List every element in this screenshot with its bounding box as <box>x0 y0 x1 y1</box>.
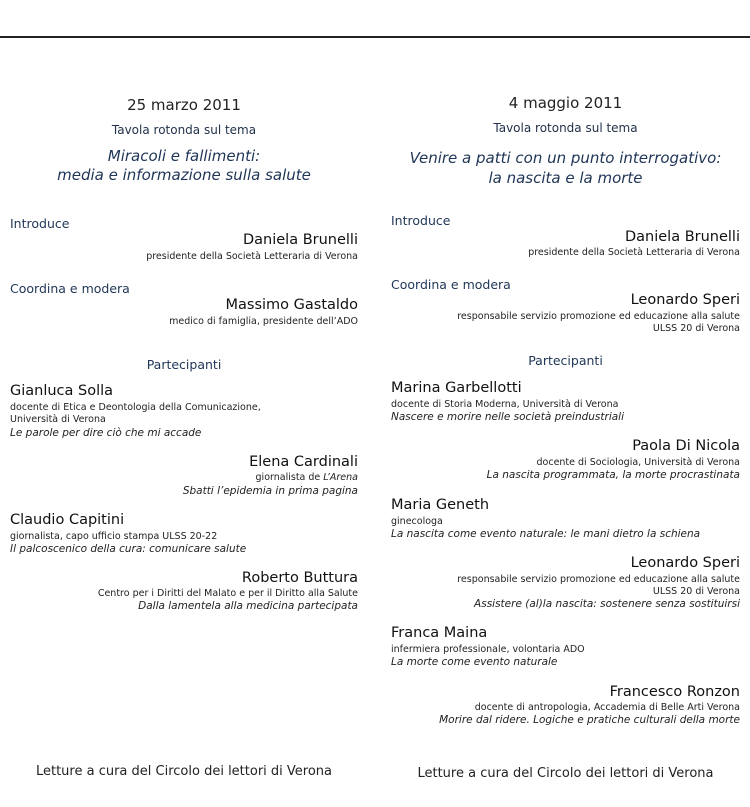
event-theme-line1: Venire a patti con un punto interrogativo: <box>409 149 722 167</box>
participant-role: Centro per i Diritti del Malato e per il Diritto alla Salute <box>97 588 358 599</box>
moderator-name: Massimo Gastaldo <box>225 297 358 313</box>
introduce-label: Introduce <box>10 216 70 231</box>
introducer-role: presidente della Società Letteraria di Verona <box>146 251 358 262</box>
event-type: Tavola rotonda sul tema <box>111 123 257 137</box>
participant-role: ULSS 20 di Verona <box>652 586 740 597</box>
participant-role: docente di Storia Moderna, Università di Verona <box>391 399 619 410</box>
participant-role: docente di Etica e Deontologia della Comunicazione, <box>10 402 261 413</box>
event-theme-line2: la nascita e la morte <box>488 169 643 187</box>
event-date: 25 marzo 2011 <box>127 96 241 114</box>
participants-label: Partecipanti <box>146 357 222 372</box>
participant-role: responsabile servizio promozione ed educazione alla salute <box>457 574 740 585</box>
introduce-label: Introduce <box>391 213 451 228</box>
participant-name: Paola Di Nicola <box>632 438 740 454</box>
moderator-role: ULSS 20 di Verona <box>652 323 740 334</box>
participant-role: docente di Sociologia, Università di Verona <box>536 457 740 468</box>
introducer-role: presidente della Società Letteraria di Verona <box>528 247 740 258</box>
participant-role: ginecologa <box>391 516 443 527</box>
participant-name: Marina Garbellotti <box>391 380 522 396</box>
participant-talk-title: Il palcoscenico della cura: comunicare salute <box>10 543 247 555</box>
introducer-name: Daniela Brunelli <box>242 232 358 248</box>
participant-name: Roberto Buttura <box>241 570 358 586</box>
participant-talk-title: Sbatti l’epidemia in prima pagina <box>182 485 358 497</box>
participant-role: Università di Verona <box>10 414 106 425</box>
moderator-role: responsabile servizio promozione ed educazione alla salute <box>457 311 740 322</box>
participant-name: Gianluca Solla <box>10 383 114 399</box>
footer-readings: Letture a cura del Circolo dei lettori di Verona <box>417 766 714 781</box>
moderator-role: medico di famiglia, presidente dell’ADO <box>169 316 358 327</box>
participant-role: giornalista, capo ufficio stampa ULSS 20-22 <box>10 531 218 542</box>
participant-name: Maria Geneth <box>391 497 490 513</box>
event-type: Tavola rotonda sul tema <box>493 121 638 135</box>
participant-name: Elena Cardinali <box>249 454 358 470</box>
participant-name: Francesco Ronzon <box>609 684 740 700</box>
participant-talk-title: La nascita programmata, la morte procrastinata <box>486 469 740 481</box>
participant-talk-title: La morte come evento naturale <box>391 656 558 668</box>
participant-talk-title: Le parole per dire ciò che mi accade <box>10 427 202 439</box>
participants-label: Partecipanti <box>528 353 603 368</box>
participant-talk-title: Morire dal ridere. Logiche e pratiche culturali della morte <box>439 714 740 726</box>
participant-name: Leonardo Speri <box>630 555 740 571</box>
participant-role: infermiera professionale, volontaria ADO <box>391 644 585 655</box>
participant-name: Franca Maina <box>391 625 488 641</box>
participant-role: docente di antropologia, Accademia di Belle Arti Verona <box>474 702 740 713</box>
top-rule <box>0 36 750 38</box>
coordina-label: Coordina e modera <box>391 277 511 292</box>
moderator-name: Leonardo Speri <box>630 292 740 308</box>
participant-name: Claudio Capitini <box>10 512 125 528</box>
footer-readings: Letture a cura del Circolo dei lettori di Verona <box>35 764 333 779</box>
introducer-name: Daniela Brunelli <box>624 229 740 245</box>
participant-talk-title: Nascere e morire nelle società preindustriali <box>391 411 625 423</box>
coordina-label: Coordina e modera <box>10 281 130 296</box>
participant-talk-title: La nascita come evento naturale: le mani dietro la schiena <box>391 528 701 540</box>
event-date: 4 maggio 2011 <box>508 94 623 112</box>
event-theme-line1: Miracoli e fallimenti: <box>107 147 261 165</box>
participant-talk-title: Assistere (al)la nascita: sostenere senza sostituirsi <box>474 598 740 610</box>
participant-talk-title: Dalla lamentela alla medicina partecipata <box>138 600 358 612</box>
participant-role: giornalista de L’Arena <box>255 472 358 483</box>
event-theme-line2: media e informazione sulla salute <box>57 166 311 184</box>
